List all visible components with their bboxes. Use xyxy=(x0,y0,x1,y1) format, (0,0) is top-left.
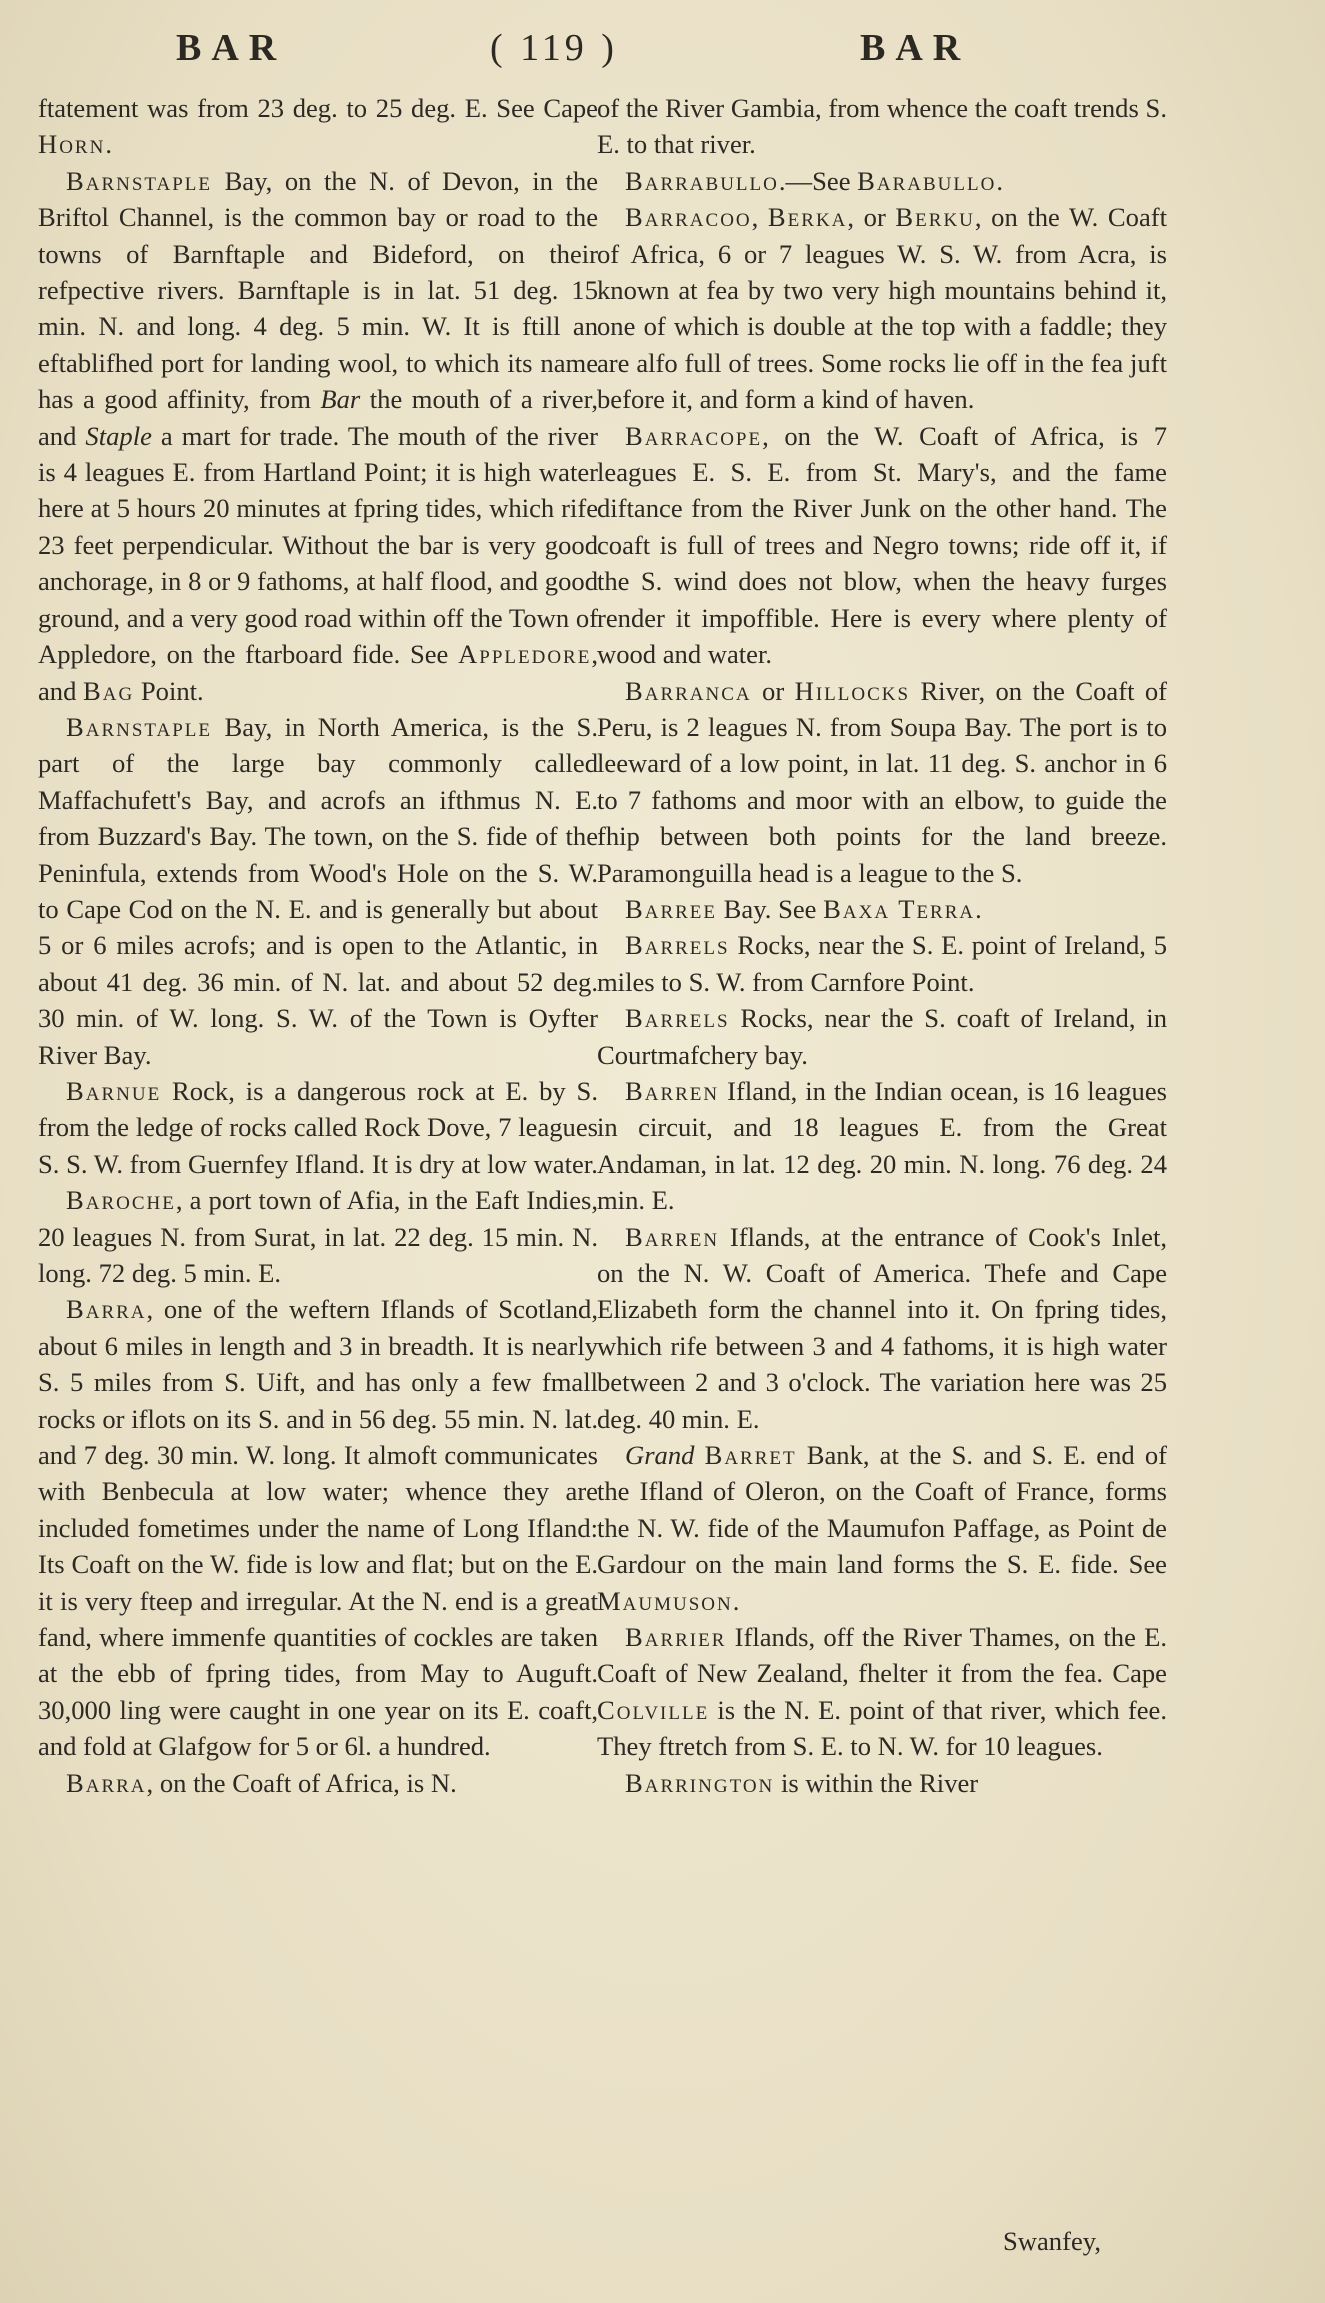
catchword: Swanfey, xyxy=(1003,2226,1101,2256)
entry-barren-island: Barren Ifland, in the Indian ocean, is 16 leagues in circuit, and 18 leagues E. from the Great Andaman, in lat. 12 deg. 20 min. N. long. 76 deg. 24 min. E. xyxy=(597,1075,1167,1216)
entry-barracope: Barracope, on the W. Coaft of Africa, is 7 leagues E. S. E. from St. Mary's, and the fame diftance from the River Junk on the other hand. The coaft is full of trees and Negro towns; ride off it, if the S. wind does not blow, when the heavy furges render it impoffible. Here is every where plenty of wood and water. xyxy=(597,420,1167,670)
right-column xyxy=(597,90,1167,1801)
entry-barranca: Barranca or Hillocks River, on the Coaft of Peru, is 2 leagues N. from Soupa Bay. The port is to leeward of a low point, in lat. 11 deg. S. anchor in 6 to 7 fathoms and moor with an elbow, to guide the fhip between both points for the land breeze. Paramonguilla head is a league to the S. xyxy=(597,675,1168,888)
entry-grand-barret-bank: Grand Barret Bank, at the S. and S. E. end of the Ifland of Oleron, on the Coaft of France, forms the N. W. fide of the Maumufon Paffage, as Point de Gardour on the main land forms the S. E. fide. See Maumuson. xyxy=(597,1440,1167,1616)
entry-barrabullo: Barrabullo.—See Barabullo. xyxy=(625,165,1005,196)
entry-barra-scotland: Barra, one of the weftern Iflands of Scotland, about 6 miles in length and 3 in breadth. It is nearly S. 5 miles from S. Uift, and has only a few fmall rocks or iflots on its S. and in 56 deg. 55 min. N. lat. and 7 deg. 30 min. W. long. It almoft communicates with Benbecula at low water; whence they are included fometimes under the name of Long Ifland: Its Coaft on the W. fide is low and flat; but on the E. it is very fteep and irregular. At the N. end is a great fand, where immenfe quantities of cockles are taken at the ebb of fpring tides, from May to Auguft. 30,000 ling were caught in one year on its E. coaft, and fold at Glafgow for 5 or 6l. a hundred. xyxy=(38,1294,598,1762)
left-column xyxy=(38,90,598,1801)
entry-barrier-islands: Barrier Iflands, off the River Thames, on the E. Coaft of New Zealand, fhelter it from the fea. Cape Colville is the N. E. point of that river, which fee. They ftretch from S. E. to N. W. for 10 leagues. xyxy=(597,1622,1167,1762)
entry-baroche: Baroche, a port town of Afia, in the Eaft Indies, 20 leagues N. from Surat, in lat. 22 deg. 15 min. N. long. 72 deg. 5 min. E. xyxy=(38,1185,598,1288)
header-right-word: BAR xyxy=(860,27,971,69)
entry-continuation: of the River Gambia, from whence the coaft trends S. E. to that river. xyxy=(597,93,1167,160)
entry-barnstaple-bay-devon: Barnstaple Bay, on the N. of Devon, in the Briftol Channel, is the common bay or road to the towns of Barnftaple and Bideford, on their refpective rivers. Barnftaple is in lat. 51 deg. 15 min. N. and long. 4 deg. 5 min. W. It is ftill an eftablifhed port for landing wool, to which its name has a good affinity, from Bar the mouth of a river, and Staple a mart for trade. The mouth of the river is 4 leagues E. from Hartland Point; it is high water here at 5 hours 20 minutes at fpring tides, which rife 23 feet perpendicular. Without the bar is very good anchorage, in 8 or 9 fathoms, at half flood, and good ground, and a very good road within off the Town of Appledore, on the ftarboard fide. See Appledore, and Bag Point. xyxy=(38,165,599,706)
entry-barnstaple-bay-america: Barnstaple Bay, in North America, is the S. part of the large bay commonly called Maffachufett's Bay, and acrofs an ifthmus N. E. from Buzzard's Bay. The town, on the S. fide of the Peninfula, extends from Wood's Hole on the S. W. to Cape Cod on the N. E. and is generally but about 5 or 6 miles acrofs; and is open to the Atlantic, in about 41 deg. 36 min. of N. lat. and about 52 deg. 30 min. of W. long. S. W. of the Town is Oyfter River Bay. xyxy=(38,711,598,1070)
entry-barrels-rocks-s: Barrels Rocks, near the S. coaft of Ireland, in Courtmafchery bay. xyxy=(597,1003,1167,1070)
entry-continuation: ftatement was from 23 deg. to 25 deg. E. See Cape Horn. xyxy=(38,93,598,160)
entry-barrels-rocks-se: Barrels Rocks, near the S. E. point of Ireland, 5 miles to S. W. from Carnfore Point. xyxy=(597,930,1167,997)
entry-barren-islands: Barren Iflands, at the entrance of Cook's Inlet, on the N. W. Coaft of America. Thefe and Cape Elizabeth form the channel into it. On fpring tides, which rife between 3 and 4 fathoms, it is high water between 2 and 3 o'clock. The variation here was 25 deg. 40 min. E. xyxy=(597,1221,1167,1434)
entry-barnue-rock: Barnue Rock, is a dangerous rock at E. by S. from the ledge of rocks called Rock Dove, 7 leagues S. S. W. from Guernfey Ifland. It is dry at low water. xyxy=(38,1075,598,1179)
running-header xyxy=(0,26,1325,86)
entry-barrington: Barrington is within the River xyxy=(625,1767,979,1798)
entry-barree-bay: Barree Bay. See Baxa Terra. xyxy=(625,893,984,924)
page-number: ( 119 ) xyxy=(490,27,618,69)
entry-barra-africa: Barra, on the Coaft of Africa, is N. xyxy=(66,1767,457,1798)
entry-barracoo: Barracoo, Berka, or Berku, on the W. Coaft of Africa, 6 or 7 leagues W. S. W. from Acra, is known at fea by two very high mountains behind it, one of which is double at the top with a faddle; they are alfo full of trees. Some rocks lie off in the fea juft before it, and form a kind of haven. xyxy=(597,202,1167,415)
header-left-word: BAR xyxy=(176,27,287,69)
